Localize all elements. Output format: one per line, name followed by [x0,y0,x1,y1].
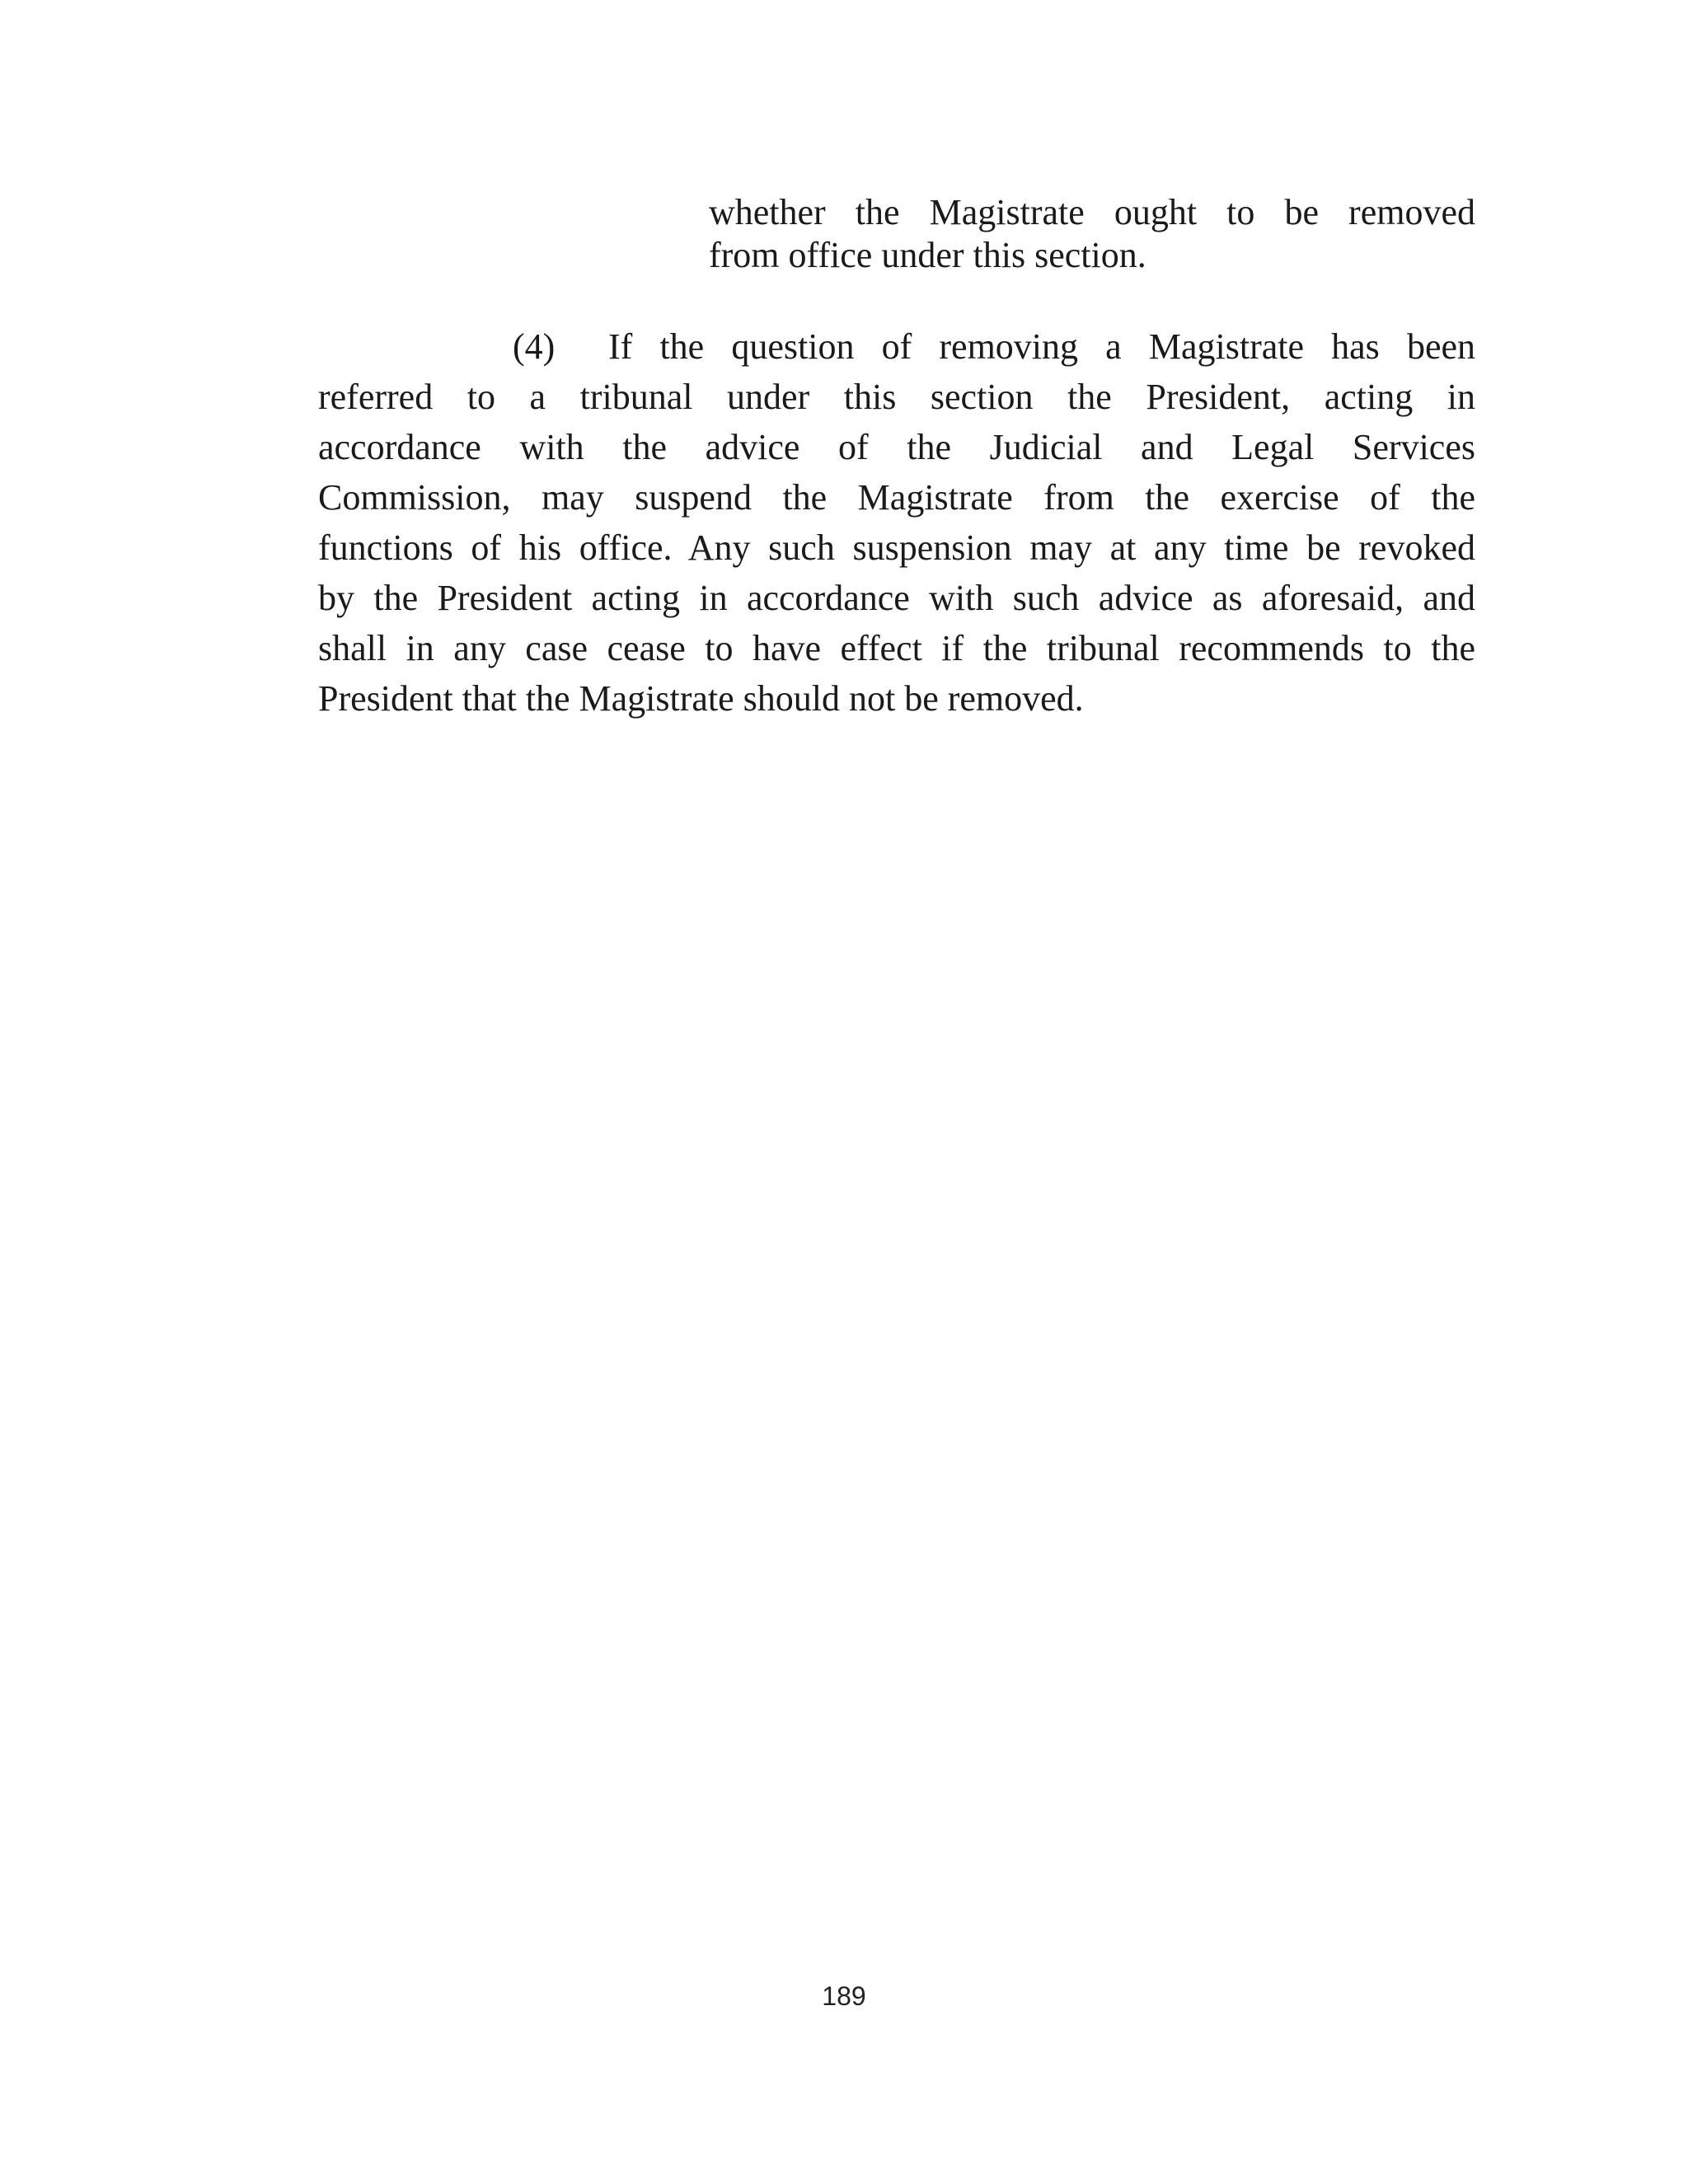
text-line: from office under this section. [709,235,1146,275]
subsection-number: (4) [513,326,556,367]
text-line: referred to a tribunal under this section the President, acting in [318,377,1475,417]
text-line [318,321,1475,372]
continuation-paragraph [709,191,1475,277]
text-line-content: If the question of removing a Magistrate has been [608,326,1475,367]
text-line: accordance with the advice of the Judicial and Legal Services [318,427,1475,467]
page-number: 189 [822,1981,866,2011]
text-line: by the President acting in accordance with such advice as aforesaid, and [318,578,1475,618]
text-line: President that the Magistrate should not be removed. [318,678,1084,719]
text-line: Commission, may suspend the Magistrate from the exercise of the [318,477,1475,518]
text-line: whether the Magistrate ought to be removed [709,192,1475,232]
subsection-4 [318,321,1475,724]
text-line: shall in any case cease to have effect if the tribunal recommends to the [318,628,1475,668]
text-line: functions of his office. Any such suspension may at any time be revoked [318,527,1475,568]
